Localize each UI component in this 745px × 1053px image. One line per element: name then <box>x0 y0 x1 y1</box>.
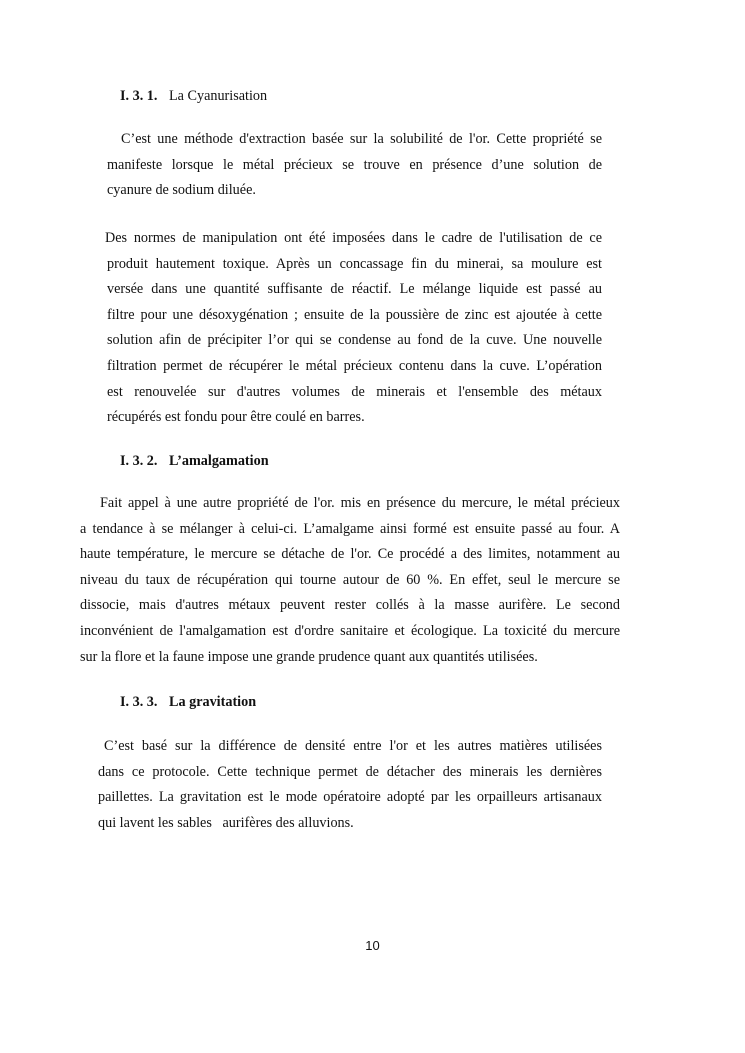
text-line: cyanure de sodium diluée. <box>107 182 256 199</box>
text-line: a tendance à se mélanger à celui-ci. L’amalgame ainsi formé est ensuite passé au four. A <box>80 520 620 537</box>
section-heading-gravitation <box>120 694 256 711</box>
text-line: paillettes. La gravitation est le mode opératoire adopté par les orpailleurs artisanaux <box>98 789 602 806</box>
text-line: récupérés est fondu pour être coulé en barres. <box>107 409 365 426</box>
text-line: Fait appel à une autre propriété de l'or. mis en présence du mercure, le métal précieux <box>100 495 620 511</box>
text-line: manifeste lorsque le métal précieux se trouve en présence d’une solution de <box>107 156 602 173</box>
text-line: est renouvelée sur d'autres volumes de minerais et l'ensemble des métaux <box>107 383 602 400</box>
text-line: filtration permet de récupérer le métal précieux contenu dans la cuve. L’opération <box>107 357 602 374</box>
paragraph-amalgamation <box>80 491 620 670</box>
section-title: La Cyanurisation <box>169 88 268 104</box>
text-line: solution afin de précipiter l’or qui se condense au fond de la cuve. Une nouvelle <box>107 332 602 349</box>
section-heading-cyanurisation <box>120 88 267 105</box>
text-line: niveau du taux de récupération qui tourne autour de 60 %. En effet, seul le mercure se <box>80 571 620 588</box>
text-line: haute température, le mercure se détache de l'or. Ce procédé a des limites, notamment au <box>80 546 620 563</box>
text-line: C’est une méthode d'extraction basée sur la solubilité de l'or. Cette propriété se <box>121 131 602 147</box>
text-line: produit hautement toxique. Après un concassage fin du minerai, sa moulure est <box>107 255 602 272</box>
text-line: dissocie, mais d'autres métaux peuvent rester collés à la masse aurifère. Le second <box>80 597 620 614</box>
text-line: sur la flore et la faune impose une grande prudence quant aux quantités utilisées. <box>80 648 538 665</box>
paragraph-gravitation <box>98 734 602 836</box>
section-title: L’amalgamation <box>169 453 269 469</box>
page-number: 10 <box>365 938 380 953</box>
section-number: I. 3. 3. <box>120 694 158 710</box>
section-heading-amalgamation <box>120 453 269 470</box>
text-line: Des normes de manipulation ont été imposées dans le cadre de l'utilisation de ce <box>105 230 602 246</box>
text-line: inconvénient de l'amalgamation est d'ordre sanitaire et écologique. La toxicité du mercure <box>80 622 620 639</box>
section-number: I. 3. 1. <box>120 88 158 104</box>
text-line: dans ce protocole. Cette technique permet de détacher des minerais les dernières <box>98 763 602 780</box>
text-line: C’est basé sur la différence de densité entre l'or et les autres matières utilisées <box>104 738 602 754</box>
paragraph-cyanurisation-intro <box>107 127 602 204</box>
text-line: filtre pour une désoxygénation ; ensuite de la poussière de zinc est ajoutée à cette <box>107 306 602 323</box>
section-number: I. 3. 2. <box>120 453 158 469</box>
text-line: qui lavent les sables aurifères des alluvions. <box>98 814 354 831</box>
section-title: La gravitation <box>169 694 257 710</box>
paragraph-cyanurisation-process <box>105 226 602 431</box>
text-line: versée dans une quantité suffisante de réactif. Le mélange liquide est passé au <box>107 281 602 298</box>
